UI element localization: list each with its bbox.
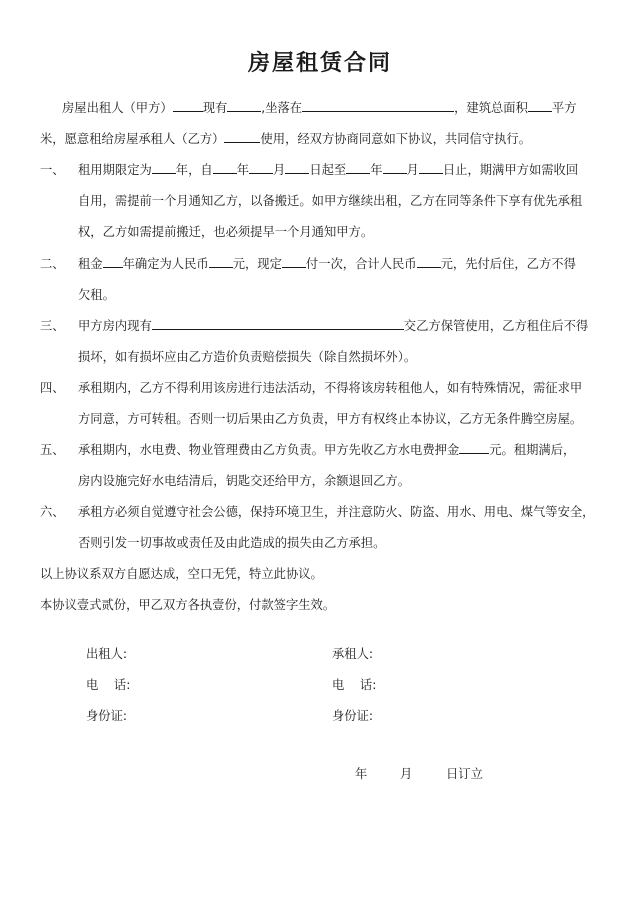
clause-3-line-1 [78, 318, 588, 334]
date-day-label: 日订立 [446, 767, 483, 781]
page-title: 房屋租赁合同 [247, 50, 392, 76]
blank-field[interactable] [173, 100, 203, 112]
text: 年确定为人民币 [122, 257, 209, 271]
clause-2-line-1 [78, 256, 576, 272]
lessee-signature-label: 承租人: [332, 647, 374, 661]
clause-6-line-2 [78, 535, 385, 551]
clause-number: 五、 [40, 443, 65, 457]
closing-line-1: 以上协议系双方自愿达成，空口无凭，特立此协议。 [40, 567, 323, 581]
clause-4-line-1 [78, 380, 582, 396]
text: 损坏，如有损坏应由乙方造价负责赔偿损失（除自然损坏外）。 [78, 350, 417, 364]
text: 方同意，方可转租。否则一切后果由乙方负责，甲方有权终止本协议，乙方无条件腾空房屋。 [78, 412, 583, 426]
text: 承租方必须自觉遵守社会公德，保持环境卫生，并注意防火、防盗、用水、用电、煤气等安全， [78, 505, 595, 519]
blank-field[interactable] [227, 100, 261, 112]
blank-field[interactable] [528, 100, 552, 112]
text: 甲方房内现有 [78, 319, 152, 333]
clause-number: 二、 [40, 257, 65, 271]
text: 承租期内，乙方不得利用该房进行违法活动，不得将该房转租他人，如有特殊情况，需征求甲 [78, 381, 583, 395]
text: 年 [236, 163, 250, 177]
intro-line-1 [62, 100, 577, 116]
blank-field[interactable] [282, 256, 306, 268]
text: 租金 [78, 257, 103, 271]
blank-field[interactable] [383, 162, 407, 174]
blank-field[interactable] [152, 318, 404, 330]
text: 元，现定 [232, 257, 282, 271]
text: 承租期内，水电费、物业管理费由乙方负责。甲方先收乙方水电费押金 [78, 443, 460, 457]
text: 付一次，合计人民币 [305, 257, 417, 271]
clause-1-line-3 [78, 224, 373, 240]
text: 平方 [551, 101, 577, 115]
date-month-label: 月 [400, 767, 413, 781]
lessee-phone-label: 电 话: [332, 678, 377, 692]
text: 月 [406, 163, 419, 177]
text: ，建筑总面积 [454, 101, 528, 115]
blank-field[interactable] [224, 131, 260, 143]
blank-field[interactable] [302, 100, 454, 112]
clause-3-line-2 [78, 349, 416, 365]
text: ,坐落在 [261, 101, 303, 115]
text: 权，乙方如需提前搬迁，也必须提早一个月通知甲方。 [78, 225, 374, 239]
text: 日起至 [309, 163, 347, 177]
clause-number: 三、 [40, 319, 65, 333]
blank-field[interactable] [419, 162, 443, 174]
text: 元，先付后住，乙方不得 [440, 257, 576, 271]
blank-field[interactable] [285, 162, 309, 174]
clause-4-line-2 [78, 411, 582, 427]
blank-field[interactable] [459, 442, 489, 454]
text: 使用，经双方协商同意如下协议，共同信守执行。 [260, 132, 532, 146]
text: 日止，期满甲方如需收回 [442, 163, 579, 177]
text: 否则引发一切事故或责任及由此造成的损失由乙方承担。 [78, 536, 386, 550]
blank-field[interactable] [249, 162, 273, 174]
text: 自用，需提前一个月通知乙方，以备搬迁。如甲方继续出租，乙方在同等条件下享有优先承租 [78, 194, 583, 208]
blank-field[interactable] [103, 256, 123, 268]
text: 米，愿意租给房屋承租人（乙方） [40, 132, 225, 146]
blank-field[interactable] [152, 162, 176, 174]
text: 元。租期满后， [489, 443, 576, 457]
blank-field[interactable] [213, 162, 237, 174]
lessor-id-label: 身份证: [86, 709, 128, 723]
date-year-label: 年 [355, 767, 368, 781]
clause-number: 四、 [40, 381, 65, 395]
text: 交乙方保管使用，乙方租住后不得 [403, 319, 589, 333]
clause-number: 六、 [40, 505, 65, 519]
text: 年，自 [175, 163, 213, 177]
clause-2-line-2 [78, 287, 115, 303]
closing-line-2: 本协议壹式贰份，甲乙双方各执壹份，付款签字生效。 [40, 598, 336, 612]
lessee-id-label: 身份证: [332, 709, 374, 723]
text: 年 [370, 163, 383, 177]
clause-5-line-1 [78, 442, 575, 458]
text: 房屋出租人（甲方） [62, 101, 173, 115]
blank-field[interactable] [209, 256, 233, 268]
text: 欠租。 [78, 288, 115, 302]
clause-1-line-2 [78, 193, 582, 209]
text: 月 [273, 163, 286, 177]
text: 现有 [202, 101, 228, 115]
clause-number: 一、 [40, 163, 65, 177]
text: 房内设施完好水电结清后，钥匙交还给甲方，余额退回乙方。 [78, 474, 411, 488]
blank-field[interactable] [346, 162, 370, 174]
lessor-signature-label: 出租人: [86, 647, 128, 661]
text: 租用期限定为 [78, 163, 152, 177]
clause-1-line-1 [78, 162, 578, 178]
lessor-phone-label: 电 话: [86, 678, 131, 692]
intro-line-2 [40, 131, 531, 147]
clause-6-line-1 [78, 504, 594, 520]
clause-5-line-2 [78, 473, 410, 489]
blank-field[interactable] [417, 256, 441, 268]
